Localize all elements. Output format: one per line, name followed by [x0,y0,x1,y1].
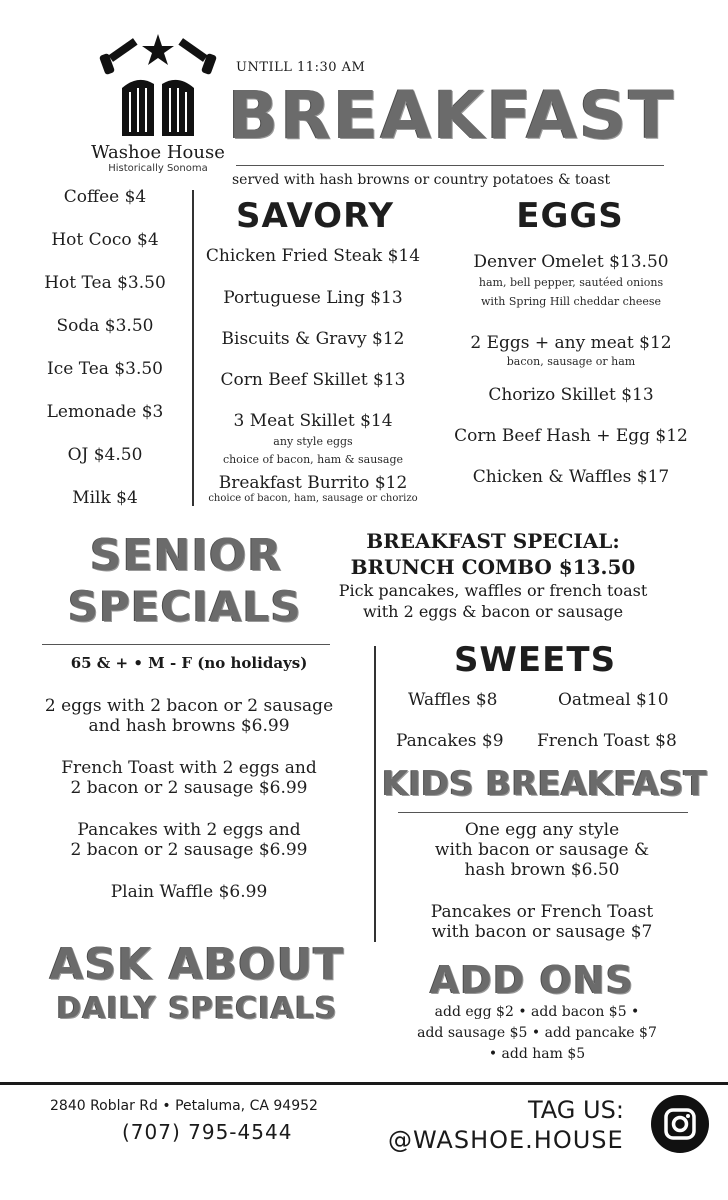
kids-list [382,820,702,942]
phone: (707) 795-4544 [122,1120,293,1144]
list-item [30,882,348,902]
ask-about [42,940,352,1028]
senior-eligibility: 65 & + • M - F (no holidays) [70,654,308,672]
kids-item-line: with bacon or sausage & [434,840,650,860]
list-item: 3 Meat Skillet $14 [233,411,393,431]
list-item: Coffee $4 [63,187,147,207]
list-item [382,820,702,902]
list-item: Soda $3.50 [56,316,154,336]
savory-list [202,246,424,504]
kids-divider [398,812,688,813]
senior-item-line: French Toast with 2 eggs and [61,758,317,778]
item-note: any style eggs [273,435,353,448]
list-item: Chicken Fried Steak $14 [205,246,421,266]
list-item: Denver Omelet $13.50 [473,252,669,272]
eggs-list [446,252,696,487]
saloon-doors-logo-icon [88,28,228,138]
addons-list [372,1002,702,1065]
kids-item-line: Pancakes or French Toast [430,902,654,922]
list-item [30,696,348,758]
footer-divider [0,1082,728,1085]
list-item: Corn Beef Skillet $13 [220,370,406,390]
center-divider [374,646,376,942]
drinks-list [20,184,190,528]
item-note: ham, bell pepper, sautéed onions [478,276,664,289]
senior-title [68,530,316,632]
senior-title-line2: SPECIALS [68,582,302,631]
instagram-icon[interactable] [650,1094,710,1154]
special-title-line1: BREAKFAST SPECIAL: [366,529,620,553]
tag-label: TAG US: [528,1096,624,1124]
list-item: Corn Beef Hash + Egg $12 [454,426,688,446]
senior-divider [42,644,330,645]
list-item: OJ $4.50 [67,445,143,465]
senior-item-line: 2 bacon or 2 sausage $6.99 [70,840,308,860]
senior-title-line1: SENIOR [90,530,283,581]
special-desc-line1: Pick pancakes, waffles or french toast [338,581,648,600]
sweets-title: SWEETS [453,640,617,680]
list-item: Hot Tea $3.50 [44,273,166,293]
list-item: Portuguese Ling $13 [223,288,403,308]
breakfast-hours: UNTILL 11:30 AM [236,60,366,75]
senior-item-line: Pancakes with 2 eggs and [77,820,301,840]
breakfast-title: BREAKFAST [228,77,676,154]
breakfast-divider [236,165,664,166]
item-note: choice of bacon, ham & sausage [222,453,404,466]
senior-item-line: 2 eggs with 2 bacon or 2 sausage [44,696,334,716]
list-item: Milk $4 [72,488,138,508]
addons-line: add sausage $5 • add pancake $7 [417,1025,657,1041]
list-item: Chorizo Skillet $13 [488,385,654,405]
special-title-line2: BRUNCH COMBO $13.50 [350,555,636,579]
senior-item-line: Plain Waffle $6.99 [110,882,268,902]
special-desc-line2: with 2 eggs & bacon or sausage [362,602,624,621]
senior-item-line: 2 bacon or 2 sausage $6.99 [70,778,308,798]
senior-item-line: and hash browns $6.99 [88,716,290,736]
savory-title: SAVORY [235,196,395,236]
instagram-handle[interactable]: @WASHOE.HOUSE [388,1126,624,1154]
addons-title: ADD ONS [429,958,635,1002]
list-item: 2 Eggs + any meat $12 [470,333,672,353]
breakfast-special [318,528,668,622]
list-item: Biscuits & Gravy $12 [221,329,405,349]
kids-title: KIDS BREAKFAST [382,764,707,804]
list-item: Waffles $8 [408,690,498,710]
brand-tagline: Historically Sonoma [108,163,208,174]
ask-line2: DAILY SPECIALS [56,991,338,1026]
list-item [382,902,702,942]
ask-line1: ASK ABOUT [49,939,345,990]
kids-item-line: hash brown $6.50 [464,860,620,880]
eggs-title: EGGS [516,196,624,236]
drinks-divider [192,190,194,506]
list-item [30,820,348,882]
senior-list [30,696,348,902]
list-item: Breakfast Burrito $12 [218,473,408,493]
list-item: Pancakes $9 [396,731,504,751]
served-with: served with hash browns or country potatoes & toast [232,172,611,188]
item-note: choice of bacon, ham, sausage or chorizo [208,493,418,504]
list-item [30,758,348,820]
list-item: Hot Coco $4 [51,230,159,250]
item-note: bacon, sausage or ham [506,355,636,368]
list-item: French Toast $8 [537,731,677,751]
address: 2840 Roblar Rd • Petaluma, CA 94952 [50,1098,318,1114]
item-note: with Spring Hill cheddar cheese [480,295,662,308]
list-item: Oatmeal $10 [558,690,669,710]
brand-name: Washoe House [91,142,225,163]
kids-item-line: One egg any style [464,820,620,840]
list-item: Chicken & Waffles $17 [472,467,670,487]
addons-line: • add ham $5 [488,1046,586,1062]
kids-item-line: with bacon or sausage $7 [431,922,653,942]
addons-line: add egg $2 • add bacon $5 • [434,1004,640,1020]
list-item: Ice Tea $3.50 [47,359,163,379]
list-item: Lemonade $3 [46,402,164,422]
